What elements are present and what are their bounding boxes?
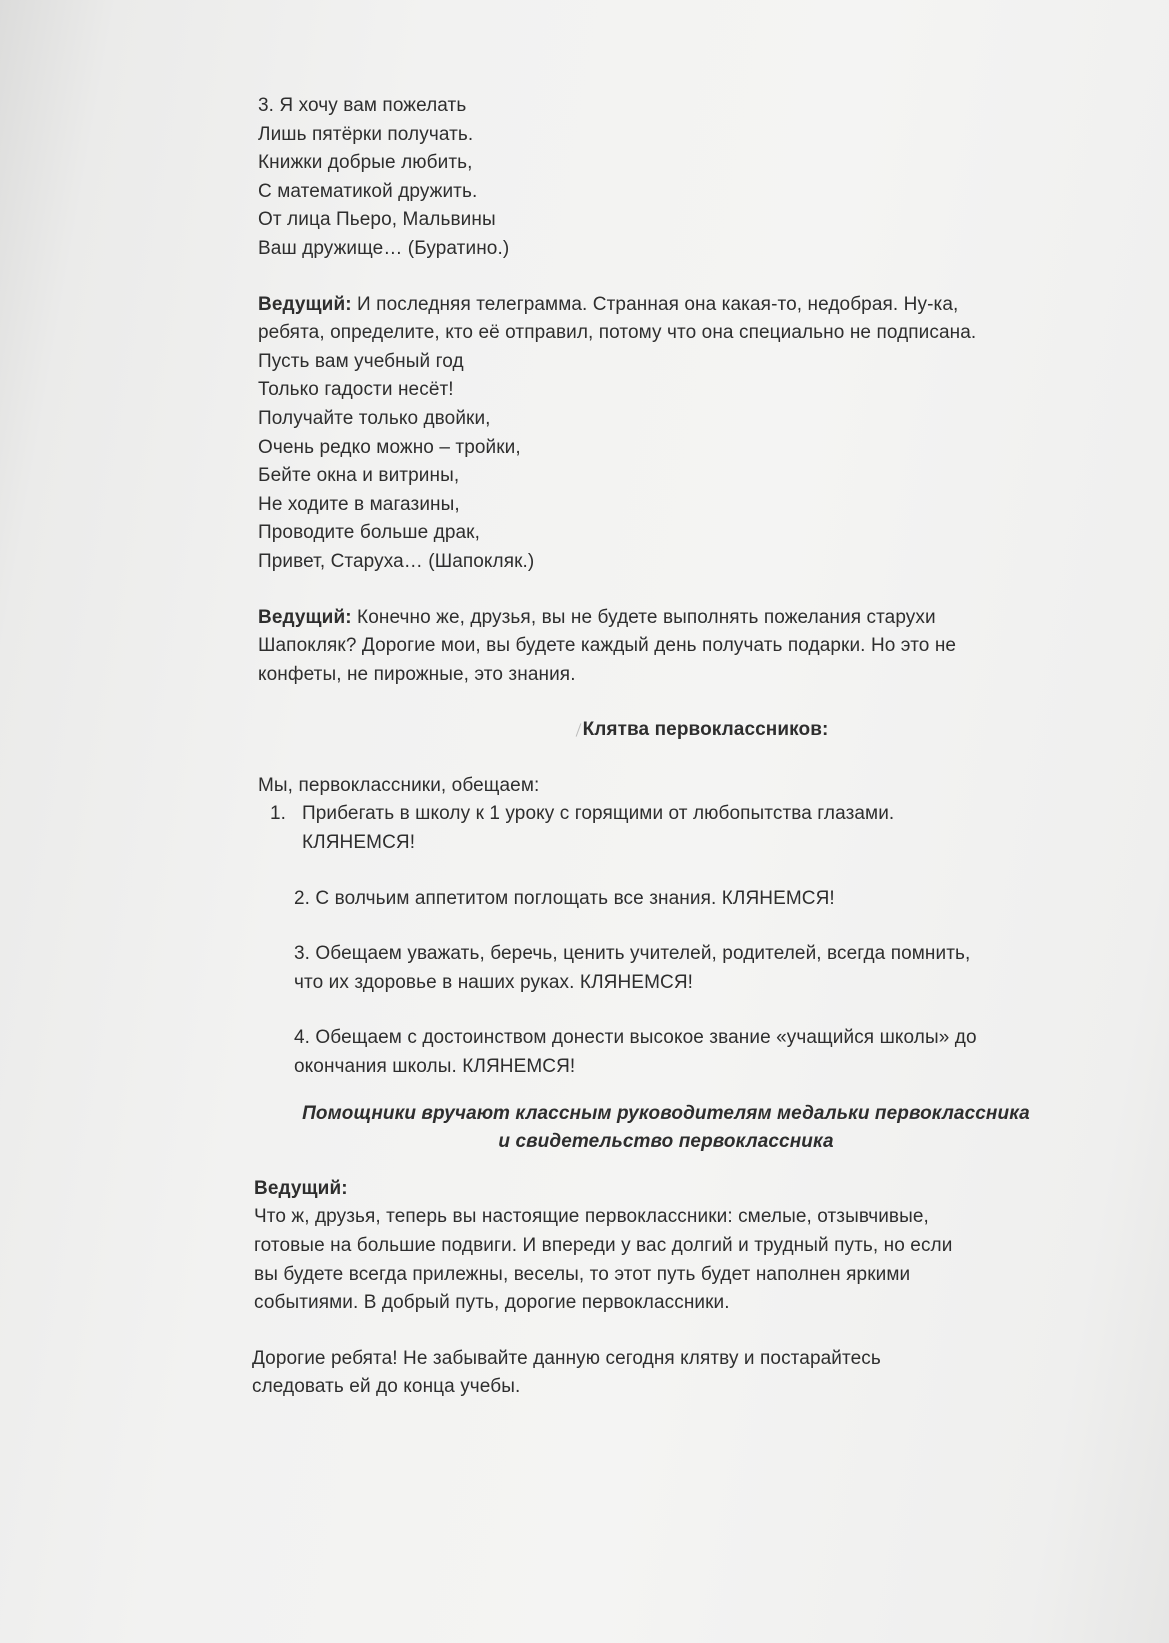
- speaker-label: Ведущий:: [254, 1177, 348, 1199]
- stage-direction-line: и свидетельство первоклассника: [498, 1131, 834, 1153]
- poem-line: Очень редко можно – тройки,: [258, 436, 521, 458]
- oath-item: [258, 1024, 1074, 1081]
- poem-line: Бейте окна и витрины,: [258, 465, 460, 487]
- paragraph-text: конфеты, не пирожные, это знания.: [258, 663, 576, 685]
- poem-line: Пусть вам учебный год: [258, 350, 464, 372]
- poem-line: С математикой дружить.: [258, 180, 478, 202]
- poem-line: От лица Пьеро, Мальвины: [258, 209, 496, 231]
- poem-shapoklyak: [258, 348, 1098, 577]
- oath-item: [258, 800, 1098, 857]
- oath-item-text: КЛЯНЕМСЯ!: [302, 832, 416, 854]
- oath-title-text: Клятва первоклассников:: [582, 719, 829, 741]
- paragraph-text: вы будете всегда прилежны, веселы, то этот путь будет наполнен яркими: [254, 1263, 911, 1285]
- oath-item-number: 1.: [270, 803, 287, 825]
- oath-item: [258, 885, 1074, 914]
- paragraph-text: И последняя телеграмма. Странная она какая-то, недобрая. Ну-ка,: [351, 293, 959, 315]
- speaker-label: Ведущий:: [258, 606, 352, 628]
- paragraph-text: следовать ей до конца учебы.: [252, 1376, 521, 1398]
- paragraph-text: Дорогие ребята! Не забывайте данную сегодня клятву и постарайтесь: [252, 1347, 881, 1369]
- paragraph-text: событиями. В добрый путь, дорогие первоклассники.: [254, 1292, 730, 1314]
- poem-buratino: [258, 92, 1098, 264]
- paragraph-text: Шапокляк? Дорогие мои, вы будете каждый день получать подарки. Но это не: [258, 635, 957, 657]
- poem-line: Лишь пятёрки получать.: [258, 123, 474, 145]
- poem-line: Привет, Старуха… (Шапокляк.): [258, 550, 535, 572]
- oath-list: [258, 800, 1098, 1081]
- oath-title: [258, 716, 1098, 745]
- closing-paragraph: [252, 1345, 1098, 1402]
- oath-intro: Мы, первоклассники, обещаем:: [258, 774, 540, 796]
- paragraph-text: готовые на большие подвиги. И впереди у вас долгий и трудный путь, но если: [254, 1235, 953, 1256]
- paragraph-text: ребята, определите, кто её отправил, потому что она специально не подписана.: [258, 322, 977, 344]
- stage-direction-line: Помощники вручают классным руководителям медальки первоклассника: [302, 1102, 1030, 1124]
- poem-line: Ваш дружище… (Буратино.): [258, 237, 510, 259]
- poem-line: 3. Я хочу вам пожелать: [258, 95, 467, 116]
- speaker-label: Ведущий:: [258, 293, 352, 315]
- oath-item-text: окончания школы. КЛЯНЕМСЯ!: [294, 1056, 576, 1078]
- oath-item-text: 4. Обещаем с достоинством донести высокое звание «учащийся школы» до: [294, 1027, 977, 1049]
- paragraph-text: Что ж, друзья, теперь вы настоящие первоклассники: смелые, отзывчивые,: [254, 1206, 929, 1228]
- document-content: [252, 92, 1098, 1402]
- oath-item-text: 2. С волчьим аппетитом поглощать все знания. КЛЯНЕМСЯ!: [294, 887, 835, 909]
- poem-line: Только гадости несёт!: [258, 379, 454, 401]
- host-paragraph-telegram: [258, 291, 1098, 348]
- paragraph-text: Конечно же, друзья, вы не будете выполнять пожелания старухи: [351, 606, 936, 628]
- host-paragraph-knowledge: [258, 604, 1098, 690]
- poem-line: Проводите больше драк,: [258, 522, 480, 544]
- oath-item-text: что их здоровье в наших руках. КЛЯНЕМСЯ!: [294, 971, 694, 993]
- oath-item: [258, 940, 1074, 997]
- oath-item-text: 3. Обещаем уважать, беречь, ценить учителей, родителей, всегда помнить,: [294, 943, 971, 965]
- poem-line: Книжки добрые любить,: [258, 152, 473, 174]
- poem-line: Не ходите в магазины,: [258, 493, 460, 515]
- poem-line: Получайте только двойки,: [258, 407, 491, 429]
- stage-direction: [246, 1100, 1086, 1157]
- oath-item-text: Прибегать в школу к 1 уроку с горящими от любопытства глазами.: [302, 803, 895, 825]
- host-paragraph-farewell: [254, 1175, 1098, 1318]
- pen-mark: [575, 724, 581, 737]
